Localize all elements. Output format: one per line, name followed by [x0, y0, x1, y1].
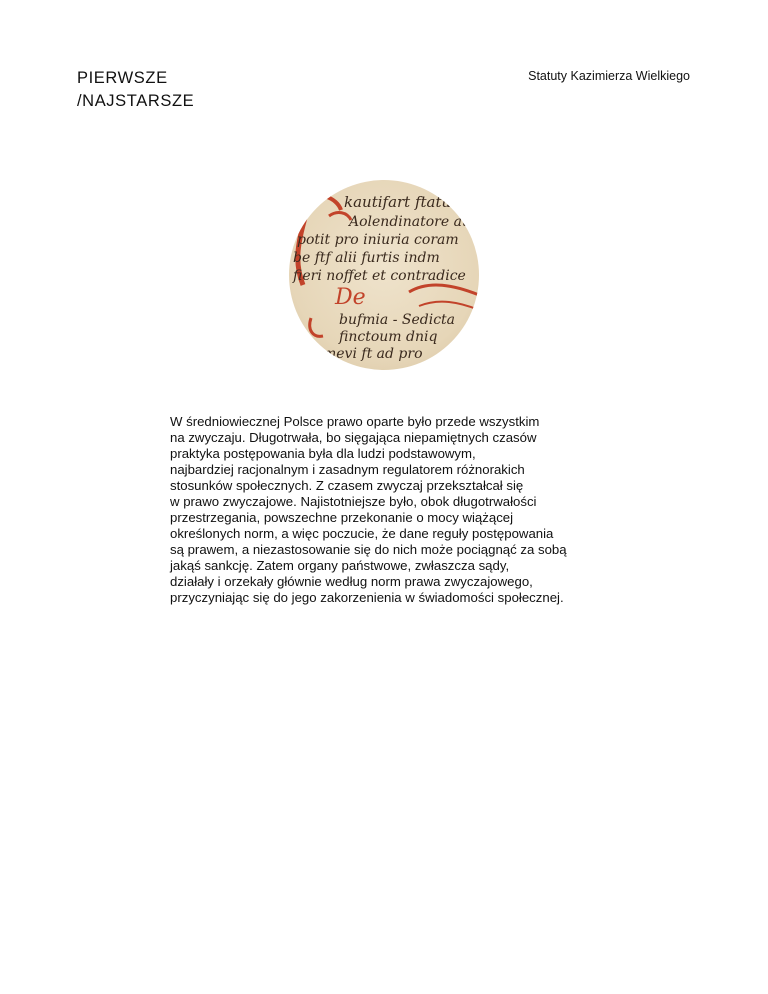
manuscript-line: mevi ft ad pro	[323, 346, 423, 362]
document-subtitle: Statuty Kazimierza Wielkiego	[528, 69, 690, 83]
manuscript-line: finctoum dniq	[339, 329, 438, 345]
paragraph-line: przestrzegania, powszechne przekonanie o mocy wiążącej	[170, 510, 514, 525]
paragraph-line: na zwyczaju. Długotrwała, bo sięgająca niepamiętnych czasów	[170, 430, 537, 445]
page-title-line-1: PIERWSZE	[77, 69, 168, 87]
paragraph-line: określonych norm, a więc poczucie, że dane reguły postępowania	[170, 526, 554, 541]
manuscript-line: De	[335, 285, 366, 310]
manuscript-image	[289, 180, 479, 370]
page-title	[77, 67, 337, 113]
paragraph-line: W średniowiecznej Polsce prawo oparte było przede wszystkim	[170, 414, 540, 429]
manuscript-line: fieri noffet et contradice	[293, 268, 466, 284]
paragraph-line: praktyka postępowania była dla ludzi podstawowym,	[170, 446, 476, 461]
body-paragraph	[170, 414, 610, 606]
paragraph-line: działały i orzekały głównie według norm prawa zwyczajowego,	[170, 574, 533, 589]
paragraph-line: przyczyniając się do jego zakorzenienia w świadomości społecznej.	[170, 590, 564, 605]
paragraph-line: w prawo zwyczajowe. Najistotniejsze było, obok długotrwałości	[170, 494, 537, 509]
manuscript-line: Aolendinatore aut	[349, 214, 477, 230]
paragraph-line: są prawem, a niezastosowanie się do nich może pociągnąć za sobą	[170, 542, 567, 557]
manuscript-line: bufmia - Sedicta	[339, 312, 456, 328]
paragraph-line: najbardziej racjonalnym i zasadnym regulatorem różnorakich	[170, 462, 525, 477]
manuscript-line: potit pro iniuria coram	[297, 232, 459, 248]
page-title-line-2: /NAJSTARSZE	[77, 92, 195, 110]
paragraph-line: stosunków społecznych. Z czasem zwyczaj przekształcał się	[170, 478, 524, 493]
paragraph-line: jakąś sankcję. Zatem organy państwowe, zwłaszcza sądy,	[170, 558, 510, 573]
manuscript-line: be ftf alii furtis indm	[293, 250, 440, 266]
manuscript-line: kautifart ftatu	[344, 193, 452, 211]
